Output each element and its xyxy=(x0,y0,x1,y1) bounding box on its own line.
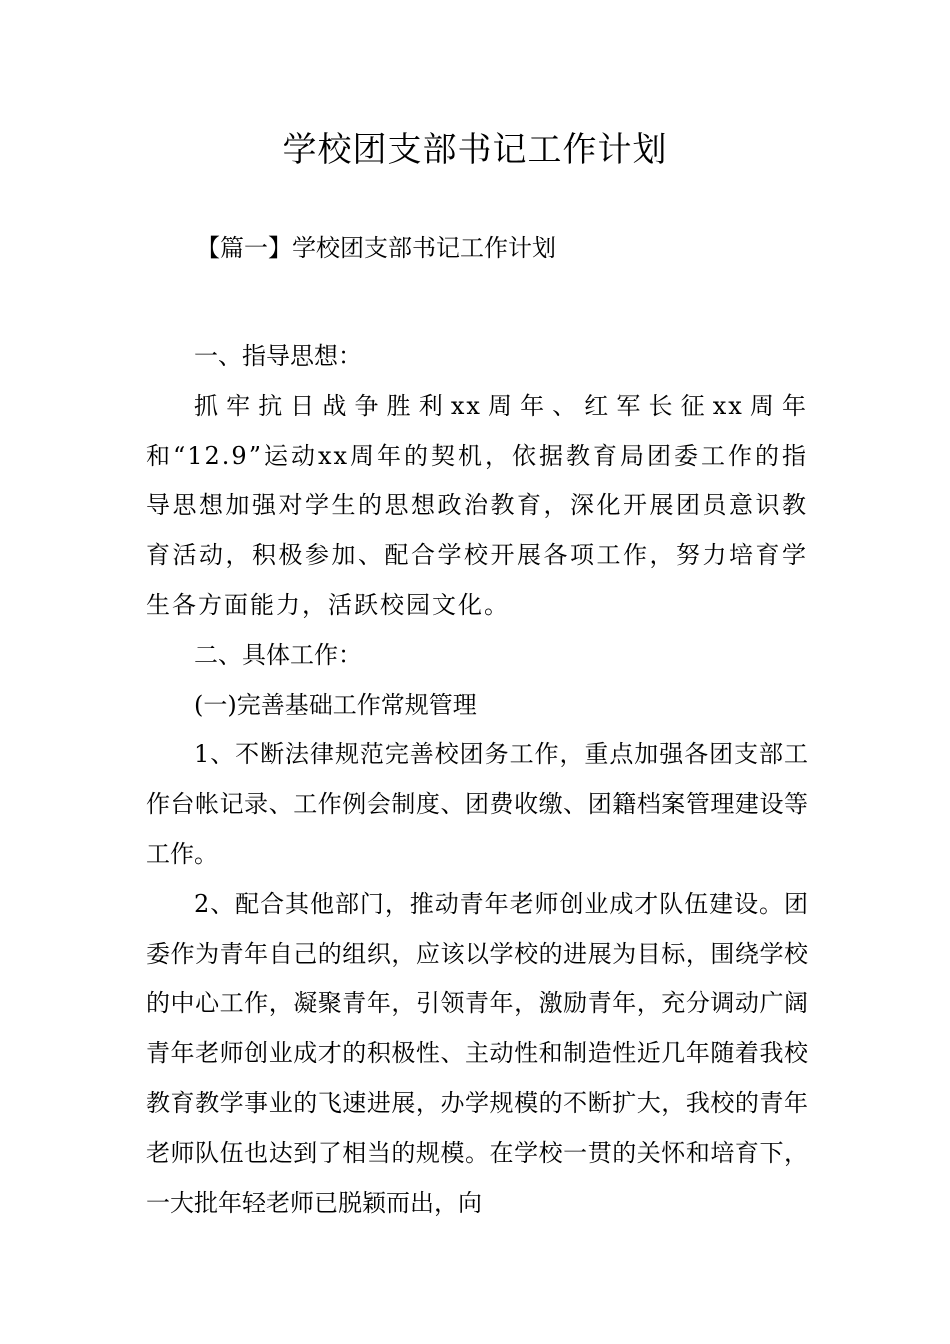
paragraph-guiding-ideology: 抓牢抗日战争胜利xx周年、红军长征xx周年和“12.9”运动xx周年的契机，依据教育局团委工作的指导思想加强对学生的思想政治教育，深化开展团员意识教育活动，积极参加、配合学校开展各项工作，努力培育学生各方面能力，活跃校园文化。 xyxy=(146,391,808,619)
document-body xyxy=(146,332,808,1228)
paragraph-item-1: 1、不断法律规范完善校团务工作，重点加强各团支部工作台帐记录、工作例会制度、团费收缴、团籍档案管理建设等工作。 xyxy=(146,740,808,868)
section-heading: 【篇一】学校团支部书记工作计划 xyxy=(196,234,556,262)
paragraph-specific-work-heading: 二、具体工作： xyxy=(194,640,362,669)
document-title: 学校团支部书记工作计划 xyxy=(282,130,668,170)
paragraph-guiding-ideology-heading: 一、指导思想： xyxy=(194,342,362,370)
paragraph-subsection-heading: (一)完善基础工作常规管理 xyxy=(194,690,477,719)
paragraph-item-2: 2、配合其他部门，推动青年老师创业成才队伍建设。团委作为青年自己的组织，应该以学校的进展为目标，围绕学校的中心工作，凝聚青年，引领青年，激励青年，充分调动广阔青年老师创业成才的积极性、主动性和制造性近几年随着我校教育教学事业的飞速进展，办学规模的不断扩大，我校的青年老师队伍也达到了相当的规模。在学校一贯的关怀和培育下，一大批年轻老师已脱颖而出，向 xyxy=(146,889,808,1217)
